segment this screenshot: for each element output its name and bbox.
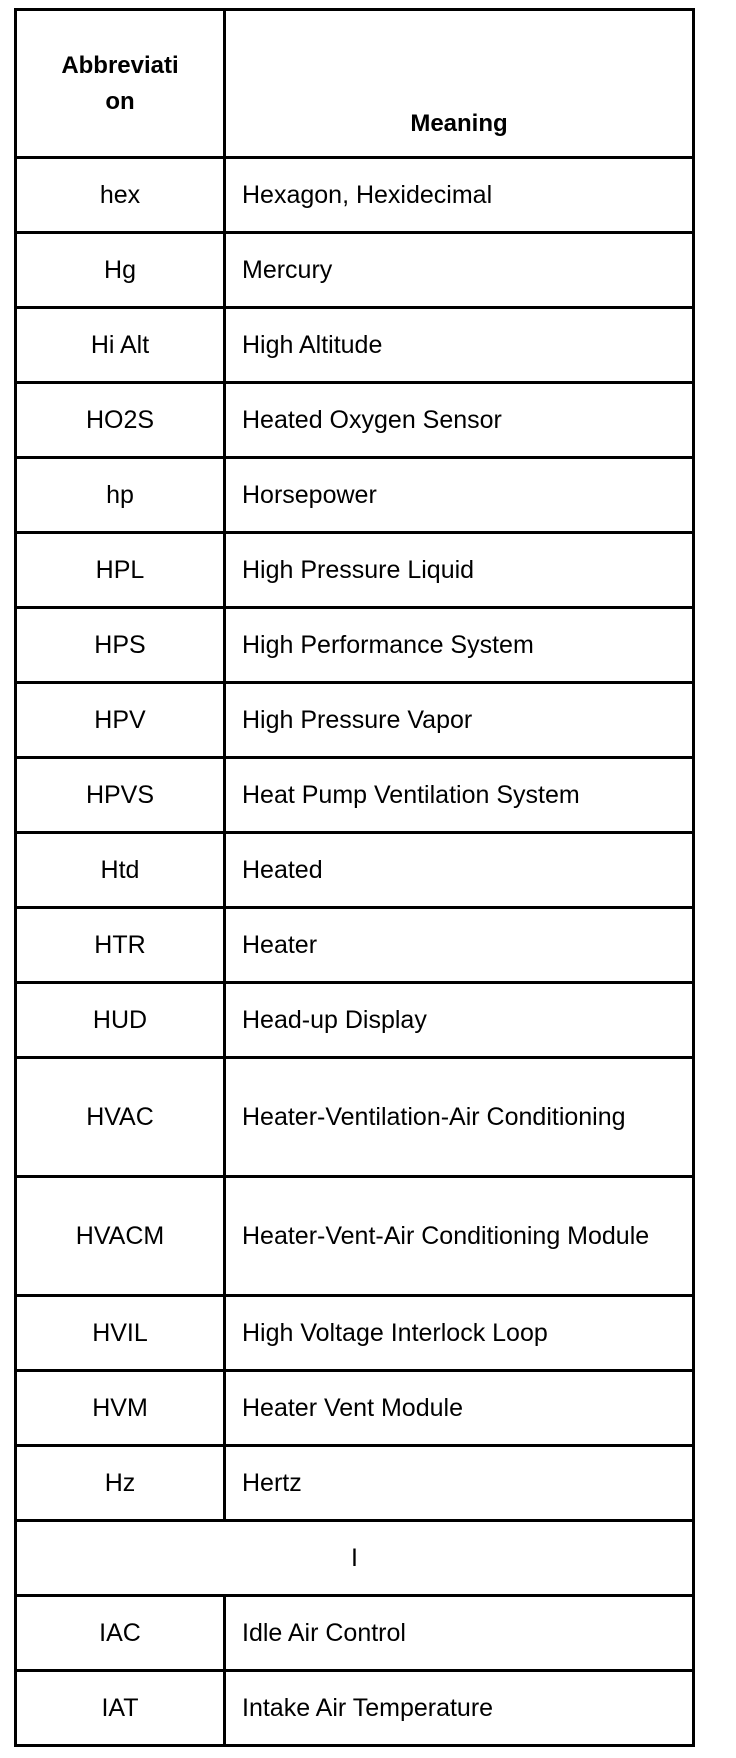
meaning-cell: High Pressure Liquid — [225, 533, 694, 608]
section-letter: I — [16, 1521, 694, 1596]
meaning-cell: High Performance System — [225, 608, 694, 683]
abbreviation-cell: HO2S — [16, 383, 225, 458]
table-row — [16, 908, 694, 983]
table-row — [16, 608, 694, 683]
table-row — [16, 1177, 694, 1296]
table-row — [16, 233, 694, 308]
table-row — [16, 833, 694, 908]
abbreviation-table — [14, 8, 695, 1747]
abbreviation-cell: HVIL — [16, 1296, 225, 1371]
meaning-cell: Hexagon, Hexidecimal — [225, 158, 694, 233]
abbreviation-cell: Hz — [16, 1446, 225, 1521]
meaning-cell: Mercury — [225, 233, 694, 308]
header-abbreviation-line1: Abbreviati — [61, 51, 179, 79]
abbreviation-cell: IAC — [16, 1596, 225, 1671]
section-header-row — [16, 1521, 694, 1596]
header-abbreviation-line2: on — [105, 87, 135, 115]
meaning-cell: Intake Air Temperature — [225, 1671, 694, 1746]
meaning-cell: Idle Air Control — [225, 1596, 694, 1671]
table-header-row — [16, 10, 694, 158]
abbreviation-cell: IAT — [16, 1671, 225, 1746]
abbreviation-cell: HUD — [16, 983, 225, 1058]
meaning-cell: Heater — [225, 908, 694, 983]
meaning-cell: Heated — [225, 833, 694, 908]
table-row — [16, 983, 694, 1058]
abbreviation-cell: Hi Alt — [16, 308, 225, 383]
abbreviation-cell: HPV — [16, 683, 225, 758]
meaning-cell: Heater Vent Module — [225, 1371, 694, 1446]
table-row — [16, 458, 694, 533]
meaning-cell: High Altitude — [225, 308, 694, 383]
abbreviation-cell: HVACM — [16, 1177, 225, 1296]
table-row — [16, 1296, 694, 1371]
header-meaning: Meaning — [225, 10, 694, 158]
meaning-cell: Hertz — [225, 1446, 694, 1521]
table-row — [16, 1596, 694, 1671]
table-row — [16, 1446, 694, 1521]
table-row — [16, 1058, 694, 1177]
abbreviation-cell: HPVS — [16, 758, 225, 833]
abbreviation-cell: hex — [16, 158, 225, 233]
abbreviation-cell: Hg — [16, 233, 225, 308]
meaning-cell: Head-up Display — [225, 983, 694, 1058]
meaning-cell: Heater-Ventilation-Air Conditioning — [225, 1058, 694, 1177]
table-row — [16, 1371, 694, 1446]
table-row — [16, 1671, 694, 1746]
meaning-cell: Heater-Vent-Air Conditioning Module — [225, 1177, 694, 1296]
table-row — [16, 158, 694, 233]
meaning-cell: High Voltage Interlock Loop — [225, 1296, 694, 1371]
meaning-cell: Horsepower — [225, 458, 694, 533]
header-abbreviation — [16, 10, 225, 158]
abbreviation-cell: Htd — [16, 833, 225, 908]
meaning-cell: High Pressure Vapor — [225, 683, 694, 758]
table-row — [16, 383, 694, 458]
meaning-cell: Heat Pump Ventilation System — [225, 758, 694, 833]
meaning-cell: Heated Oxygen Sensor — [225, 383, 694, 458]
abbreviation-cell: HVAC — [16, 1058, 225, 1177]
table-row — [16, 683, 694, 758]
table-row — [16, 533, 694, 608]
abbreviation-cell: HPL — [16, 533, 225, 608]
table-row — [16, 758, 694, 833]
table-body — [16, 158, 694, 1746]
abbreviation-cell: hp — [16, 458, 225, 533]
abbreviation-cell: HTR — [16, 908, 225, 983]
abbreviation-cell: HVM — [16, 1371, 225, 1446]
table-row — [16, 308, 694, 383]
abbreviation-cell: HPS — [16, 608, 225, 683]
